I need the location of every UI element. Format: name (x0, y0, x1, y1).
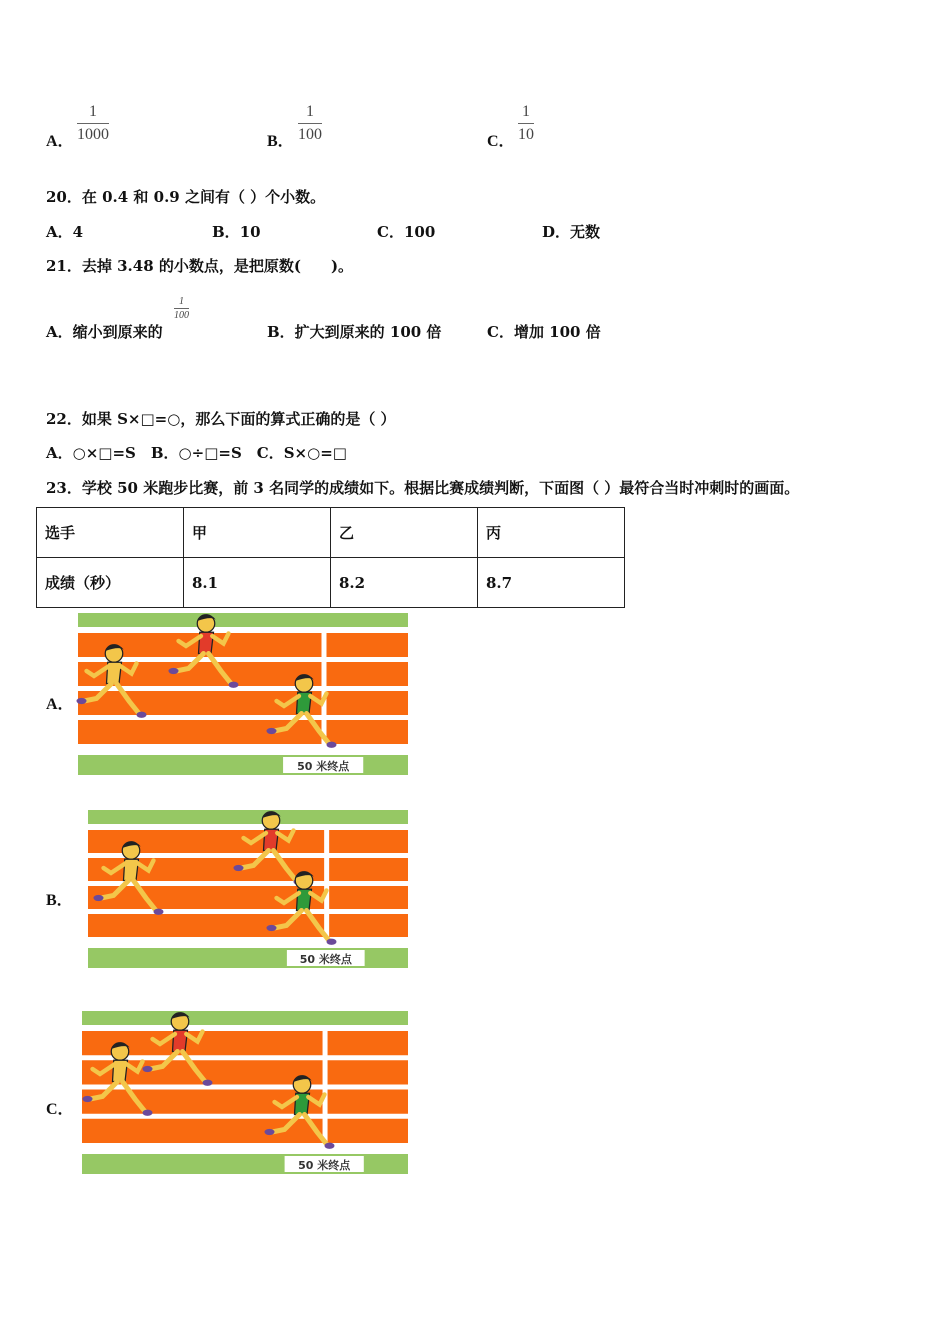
q19-option-b-fraction (298, 103, 322, 144)
q19-option-a-label: A． (46, 133, 74, 150)
q19-option-b-label: B． (267, 133, 294, 150)
q22-options: A．○×□=S B．○÷□=S C．S×○=□ (46, 444, 347, 462)
fraction-denominator: 100 (298, 126, 322, 143)
table-cell: 8.2 (331, 558, 478, 608)
table-row (37, 558, 625, 608)
finish-label: 50 米终点 (299, 953, 352, 966)
table-header-row (37, 508, 625, 558)
q20-option-b: B．10 (212, 223, 261, 241)
q20-option-c: C．100 (377, 223, 436, 241)
q23-option-c-label: C． (46, 1101, 74, 1118)
fraction-denominator: 1000 (77, 126, 109, 143)
fraction-numerator: 1 (522, 103, 530, 120)
q21-option-b: B．扩大到原来的 100 倍 (267, 323, 442, 341)
track-image-b (86, 808, 410, 970)
table-cell: 成绩（秒） (37, 558, 184, 608)
q20-stem: 20．在 0.4 和 0.9 之间有（ ）个小数。 (46, 188, 326, 206)
q19-option-a-fraction (77, 103, 109, 144)
q21-option-a-fraction: 1 100 (174, 296, 189, 321)
finish-label: 50 米终点 (297, 760, 350, 773)
table-cell: 8.7 (478, 558, 625, 608)
fraction-numerator: 1 (89, 103, 97, 120)
q23-option-a-label: A． (46, 696, 74, 713)
track-image-c (80, 1009, 410, 1176)
q20-option-d: D．无数 (542, 223, 601, 241)
q19-option-c-fraction (518, 103, 534, 144)
fraction-denominator: 10 (518, 126, 534, 143)
q19-option-c-label: C． (487, 133, 515, 150)
table-cell: 丙 (478, 508, 625, 558)
score-table (36, 507, 625, 608)
q22-stem: 22．如果 S×□=○，那么下面的算式正确的是（ ） (46, 410, 396, 428)
table-cell: 甲 (184, 508, 331, 558)
finish-label: 50 米终点 (298, 1159, 351, 1172)
q23-option-b-label: B． (46, 892, 73, 909)
q21-option-c: C．增加 100 倍 (487, 323, 601, 341)
q21-stem: 21．去掉 3.48 的小数点，是把原数( )。 (46, 257, 354, 275)
table-cell: 8.1 (184, 558, 331, 608)
q21-option-a: A．缩小到原来的 (46, 323, 163, 341)
q23-stem: 23．学校 50 米跑步比赛，前 3 名同学的成绩如下。根据比赛成绩判断，下面图（ ）最符合当时冲刺时的画面。 (46, 479, 800, 497)
track-image-a (76, 611, 410, 777)
fraction-numerator: 1 (306, 103, 314, 120)
q20-option-a: A．4 (46, 223, 84, 241)
table-cell: 乙 (331, 508, 478, 558)
table-cell: 选手 (37, 508, 184, 558)
